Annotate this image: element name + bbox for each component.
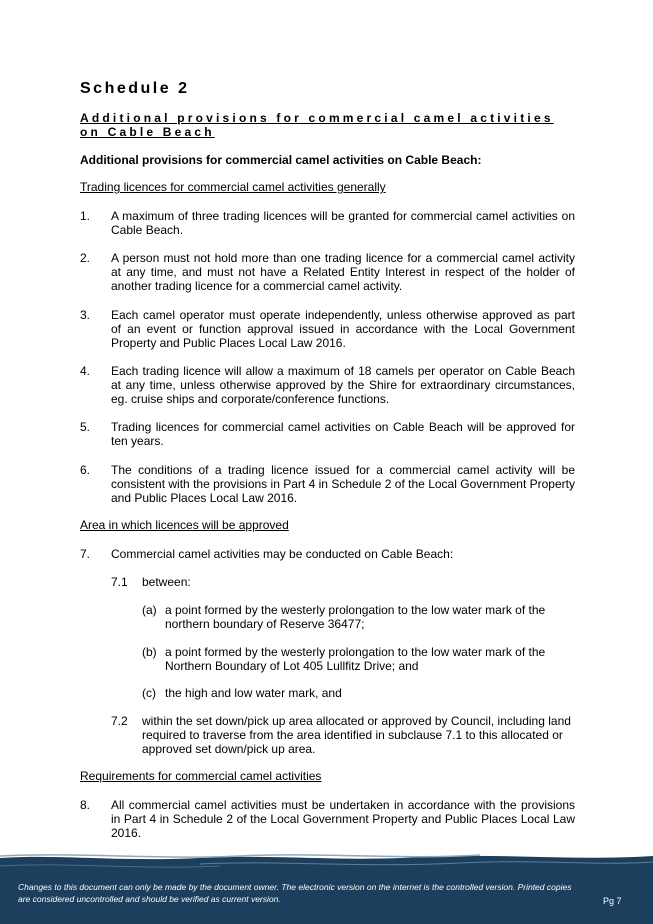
section-heading-area: Area in which licences will be approved: [80, 518, 289, 532]
item-text: All commercial camel activities must be undertaken in accordance with the provisions in Part 4 in Schedule 2 of the Local Government Property and Public Places Local Law 2016.: [111, 798, 575, 840]
item-number: 8.: [80, 798, 91, 812]
subclause-text: between:: [142, 575, 191, 589]
subitem-text: the high and low water mark, and: [165, 686, 342, 700]
footer-disclaimer-line: Changes to this document can only be made by the document owner. The electronic version on the internet is the controlled version. Printed copies: [18, 882, 572, 892]
section-heading-requirements: Requirements for commercial camel activities: [80, 769, 322, 783]
item-number: 6.: [80, 463, 91, 477]
item-text: A maximum of three trading licences will be granted for commercial camel activities on Cable Beach.: [111, 209, 575, 237]
item-text: Each trading licence will allow a maximum of 18 camels per operator on Cable Beach at any time, unless otherwise approved by the Shire for extraordinary circumstances, eg. cruise ships and corporate/conference functions.: [111, 364, 575, 406]
section-heading-trading-licences: Trading licences for commercial camel activities generally: [80, 180, 386, 194]
schedule-title: Schedule 2: [80, 80, 190, 97]
item-text: Trading licences for commercial camel activities on Cable Beach will be approved for ten years.: [111, 420, 575, 448]
footer-disclaimer: [18, 881, 571, 905]
subitem-letter: (a): [142, 603, 157, 617]
bold-heading: Additional provisions for commercial camel activities on Cable Beach:: [80, 153, 482, 167]
schedule-subheading: Additional provisions for commercial camel activities on Cable Beach: [80, 111, 554, 139]
item-number: 5.: [80, 420, 91, 434]
item-text: Commercial camel activities may be conducted on Cable Beach:: [111, 547, 454, 561]
item-number: 7.: [80, 547, 91, 561]
item-number: 3.: [80, 308, 91, 322]
page-number: Pg 7: [603, 896, 622, 906]
item-number: 4.: [80, 364, 91, 378]
subclause-number: 7.2: [111, 714, 128, 728]
item-text: The conditions of a trading licence issued for a commercial camel activity will be consistent with the provisions in Part 4 in Schedule 2 of the Local Government Property and Public Places Local Law 2016.: [111, 463, 575, 505]
item-text: Each camel operator must operate independently, unless otherwise approved as part of an event or function approval issued in accordance with the Local Government Property and Public Places Local Law 2016.: [111, 308, 575, 350]
subitem-letter: (c): [142, 686, 156, 700]
footer-disclaimer-line: are considered uncontrolled and should be verified as current version.: [18, 894, 281, 904]
subclause-number: 7.1: [111, 575, 128, 589]
item-text: A person must not hold more than one trading licence for a commercial camel activity at any time, and must not have a Related Entity Interest in respect of the holder of another trading licence for a commercial camel activity.: [111, 251, 575, 293]
item-number: 1.: [80, 209, 91, 223]
subclause-text: within the set down/pick up area allocated or approved by Council, including land required to traverse from the area identified in subclause 7.1 to this allocated or approved set down/pick up area.: [142, 714, 571, 756]
item-number: 2.: [80, 251, 91, 265]
subitem-text: a point formed by the westerly prolongation to the low water mark of the northern boundary of Reserve 36477;: [165, 603, 546, 631]
subitem-letter: (b): [142, 645, 157, 659]
subitem-text: a point formed by the westerly prolongation to the low water mark of the Northern Boundary of Lot 405 Lullfitz Drive; and: [165, 645, 546, 673]
